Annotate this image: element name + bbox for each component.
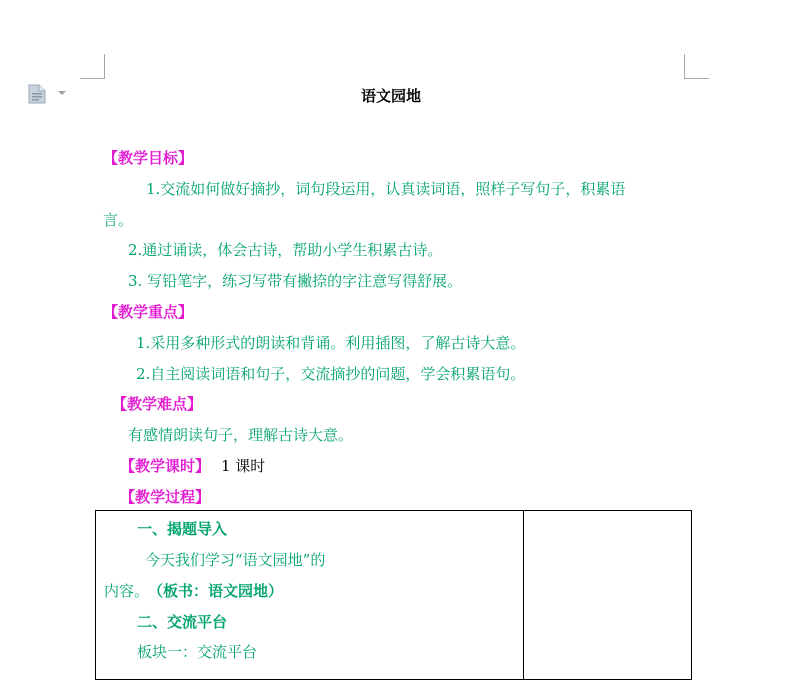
table-column-divider bbox=[523, 511, 524, 679]
page-corner-marker-top-left bbox=[80, 54, 105, 79]
table-text: 内容。 bbox=[104, 582, 150, 600]
table-section-heading: 一、揭题导入 bbox=[137, 520, 228, 538]
objective-item: 2.通过诵读，体会古诗，帮助小学生积累古诗。 bbox=[128, 241, 443, 259]
key-points-heading: 【教学重点】 bbox=[103, 303, 194, 321]
table-board-note: （板书：语文园地） bbox=[148, 582, 284, 600]
objective-item: 1.交流如何做好摘抄，词句段运用，认真读词语，照样子写句子，积累语 bbox=[146, 180, 626, 198]
difficulties-heading: 【教学难点】 bbox=[112, 395, 203, 413]
table-text: 板块一：交流平台 bbox=[137, 643, 258, 661]
objective-item: 3. 写铅笔字，练习写带有撇捺的字注意写得舒展。 bbox=[128, 272, 463, 290]
table-text: 今天我们学习“语文园地”的 bbox=[145, 551, 326, 569]
document-title: 语文园地 bbox=[361, 87, 422, 105]
table-section-heading: 二、交流平台 bbox=[137, 613, 228, 631]
key-point-item: 2.自主阅读词语和句子，交流摘抄的问题，学会积累语句。 bbox=[136, 365, 526, 383]
objective-item: 言。 bbox=[103, 211, 134, 229]
objectives-heading: 【教学目标】 bbox=[103, 149, 194, 167]
key-point-item: 1.采用多种形式的朗读和背诵。利用插图，了解古诗大意。 bbox=[136, 334, 526, 352]
hours-value: 1 课时 bbox=[221, 457, 266, 475]
difficulty-text: 有感情朗读句子，理解古诗大意。 bbox=[128, 426, 354, 444]
chevron-down-icon[interactable] bbox=[58, 91, 66, 95]
lesson-process-table bbox=[95, 510, 692, 680]
page-corner-marker-top-right bbox=[684, 54, 709, 79]
hours-heading: 【教学课时】 bbox=[120, 457, 211, 475]
document-icon[interactable] bbox=[28, 84, 46, 104]
process-heading: 【教学过程】 bbox=[120, 488, 211, 506]
